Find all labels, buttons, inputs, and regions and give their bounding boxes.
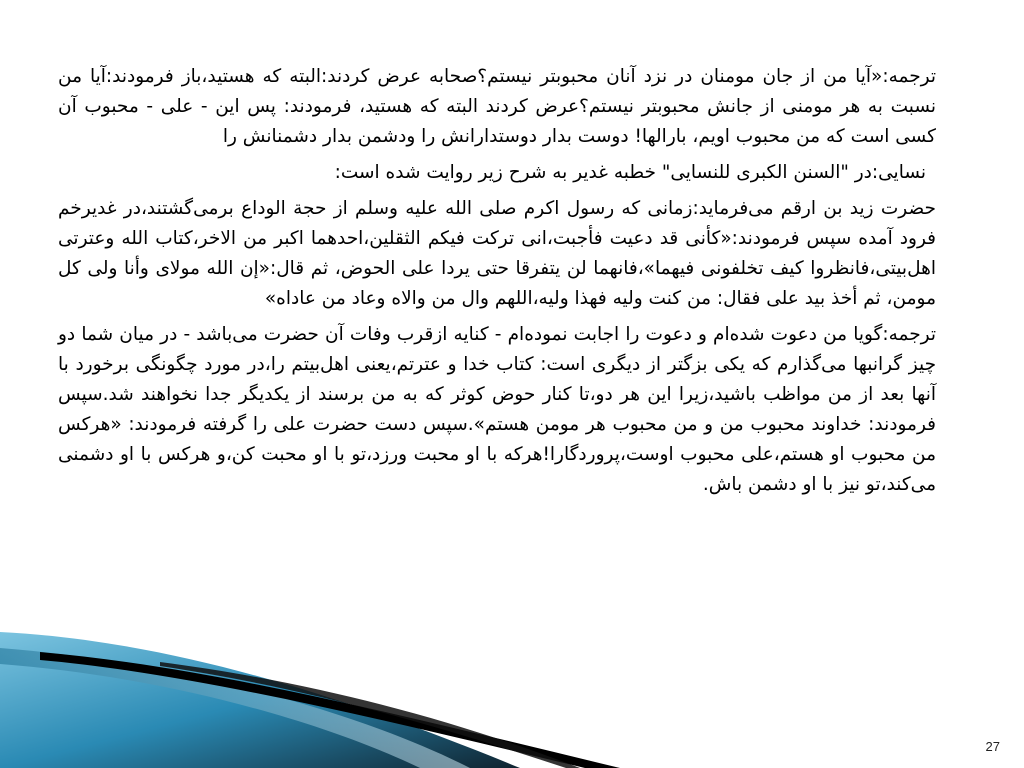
wave-light-streak: [0, 648, 470, 768]
paragraph-nasai-intro: نسایی:در "السنن الکبری للنسایی" خطبه غدیر به شرح زیر روایت شده است:: [334, 162, 926, 183]
page-number: 27: [985, 739, 1000, 754]
wave-black-band: [40, 652, 620, 768]
paragraph-translation-1: ترجمه:«آیا من از جان مومنان در نزد آنان محبوبتر نیستم؟صحابه عرض کردند:البته که هستید،باز فرمودند:آیا من نسبت به هر مومنی از جانش محبوبتر نیستم؟عرض کردند البته که هستید، فرمودند: پس این - علی - محبوب آن کسی است که من محبوب اویم، بارالها! دوست بدار دوستدارانش را ودشمن بدار دشمنانش را: [58, 66, 936, 147]
wave-black-thin: [160, 662, 580, 768]
slide-body-text: [58, 62, 936, 506]
paragraph-hadith-arabic: حضرت زید بن ارقم می‌فرماید:زمانی که رسول اکرم صلی الله علیه وسلم از حجة الوداع برمی‌گشتند،در غدیرخم فرود آمده سپس فرمودند:«کأنی قد دعیت فأجبت،انی ترکت فیکم الثقلین،احدهما اکبر من الاخر،کتاب الله وعترتی اهل‌بیتی،فانظروا کیف تخلفونی فیهما»،فانهما لن یتفرقا حتی یردا علی الحوض، ثم قال:«إن الله مولای وأنا ولی کل مومن، ثم أخذ بید علی فقال: من کنت ولیه فهذا ولیه،اللهم وال من والاه وعاد من عاداه»: [58, 198, 936, 309]
wave-blue-shape: [0, 632, 520, 768]
paragraph-translation-2: ترجمه:گویا من دعوت شده‌ام و دعوت را اجابت نموده‌ام - کنایه ازقرب وفات آن حضرت می‌باشد - در میان شما دو چیز گرانبها می‌گذارم که یکی بزگتر از دیگری است: کتاب خدا و عترتم،یعنی اهل‌بیتم را،در مورد چگونگی برخورد با آنها بعد از من مواظب باشید،زیرا این هر دو،تا کنار حوض کوثر که به من برسند از یکدیگر جدا نخواهند شد.سپس فرمودند: خداوند محبوب من و من محبوب هر مومن هستم».سپس دست حضرت علی را گرفته فرمودند: «هرکس من محبوب او هستم،علی محبوب اوست،پروردگارا!هرکه با او محبت ورزد،تو با او محبت کن،و هرکس با او دشمنی می‌کند،تو نیز با او دشمن باش.: [58, 324, 936, 495]
